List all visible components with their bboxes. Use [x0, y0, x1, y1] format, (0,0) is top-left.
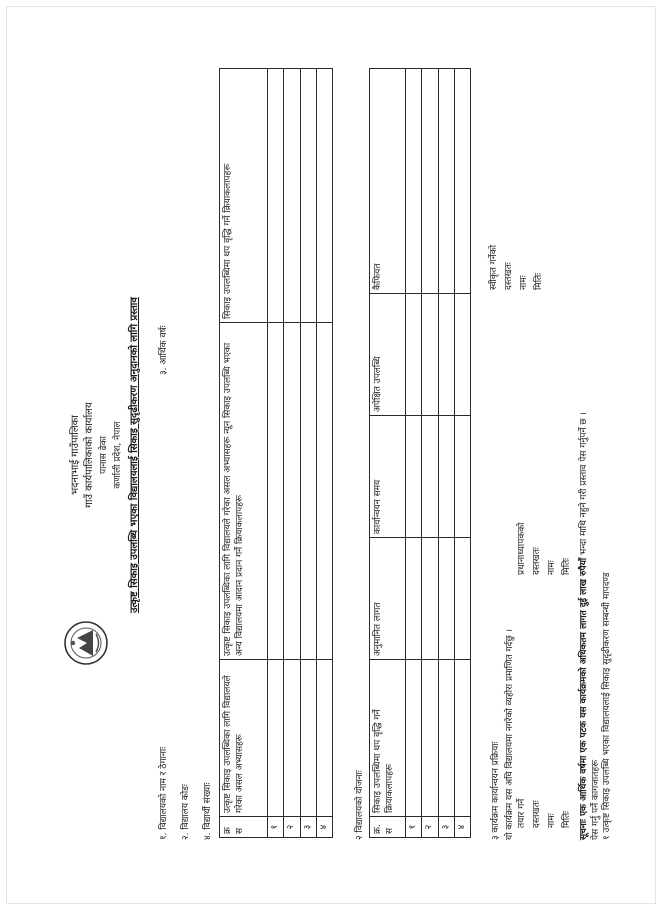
table-row: २ [422, 69, 438, 838]
office-place: पानास ढेका [99, 435, 109, 475]
document-item-1: १ उत्कृष्ट सिकाइ उपलब्धि भएका विद्यालयलाई सिकाइ सुदृढीकरण सम्बन्धी मापदण्ड [602, 572, 612, 840]
section2-label: २ विद्यालयको योजनाः [355, 770, 365, 840]
table-header: क्र स [220, 817, 268, 838]
table-header: कैफियत [370, 69, 406, 294]
office-header [69, 30, 125, 880]
table-row: ३ [300, 69, 316, 838]
section3-label: ३ कार्यक्रम कार्यान्वयन प्रक्रियाः [491, 741, 501, 840]
table-header: उत्कृष्ट सिकाइ उपलब्धिका लागि विद्यालयले गरेका असल अभ्यासहरू न्यून सिकाइ उपलब्धि भएका अन्य विद्यालयमा आदान प्रदान गर्ने क्रियाकलापहरू [220, 323, 268, 660]
office-name: गाउँ कार्यपालिकाको कार्यालय [84, 402, 95, 508]
proposal-sheet [51, 30, 611, 880]
table-header: अपेक्षित उपलब्धि [370, 294, 406, 416]
school-name-field: १. विद्यालयको नाम र ठेगानाः [159, 746, 169, 840]
headteacher-block: प्रधानाध्यापकको दस्तखतः नामः मितिः [517, 522, 572, 575]
table-row: १ [268, 69, 284, 838]
notice-rest: भन्दा माथि नहुने गरी प्रस्ताव पेस गर्नुपर्ने छ । [579, 412, 589, 555]
office-province: कर्णाली प्रदेश, नेपाल [113, 421, 123, 489]
notice-line [579, 412, 590, 840]
students-field: ४. विद्यार्थी संख्याः [203, 782, 213, 840]
practices-table [219, 68, 333, 838]
table-row: २ [284, 69, 300, 838]
plan-table [369, 68, 471, 838]
notice-bold: सूचनाः एक आर्थिक वर्षमा एक पटक यस कार्यक्रमको अधिकतम लागत दुई लाख रुपैयाँ [579, 557, 589, 840]
school-code-field: २. विद्यालय कोडः [181, 784, 191, 840]
prepared-by-block: तयार गर्ने दस्तखतः नामः मितिः [517, 798, 572, 828]
document-title: उत्कृष्ट सिकाइ उपलब्धि भएका विद्यालयलाई सिकाइ सुदृढीकरण अनुदानको लागि प्रस्ताव [129, 297, 140, 613]
fiscal-year-field: ३. आर्थिक वर्षः [159, 325, 169, 375]
certify-statement: यो कार्यक्रम यस अघि विद्यालयमा नगरेको व्यहोरा प्रमाणित गर्दछु । [505, 628, 515, 840]
table-row: ३ [438, 69, 454, 838]
table-header: कार्यान्वयन समय [370, 416, 406, 538]
approver-block: स्वीकृत गर्नेको दस्तखतः नामः मितिः [489, 244, 544, 290]
table-row: १ [406, 69, 422, 838]
table-row: ४ [316, 69, 332, 838]
table-header: सिकाइ उपलब्धिमा थप वृद्धि गर्ने क्रियाकलापहरू [370, 660, 406, 817]
table-header: सिकाइ उपलब्धिमा थप वृद्धि गर्ने क्रियाकलापहरू [220, 69, 268, 323]
org-name: भदनाभाई गाउँपालिका [70, 415, 81, 495]
table-row: ४ [454, 69, 470, 838]
table-header: क्र. स [370, 817, 406, 838]
table-header: अनुमानित लागत [370, 538, 406, 660]
table-header: उत्कृष्ट सिकाइ उपलब्धिका लागि विद्यालयले गरेका असल अभ्यासहरू [220, 660, 268, 817]
documents-heading: पेस गर्नु पर्ने कागजातहरू [591, 759, 601, 840]
